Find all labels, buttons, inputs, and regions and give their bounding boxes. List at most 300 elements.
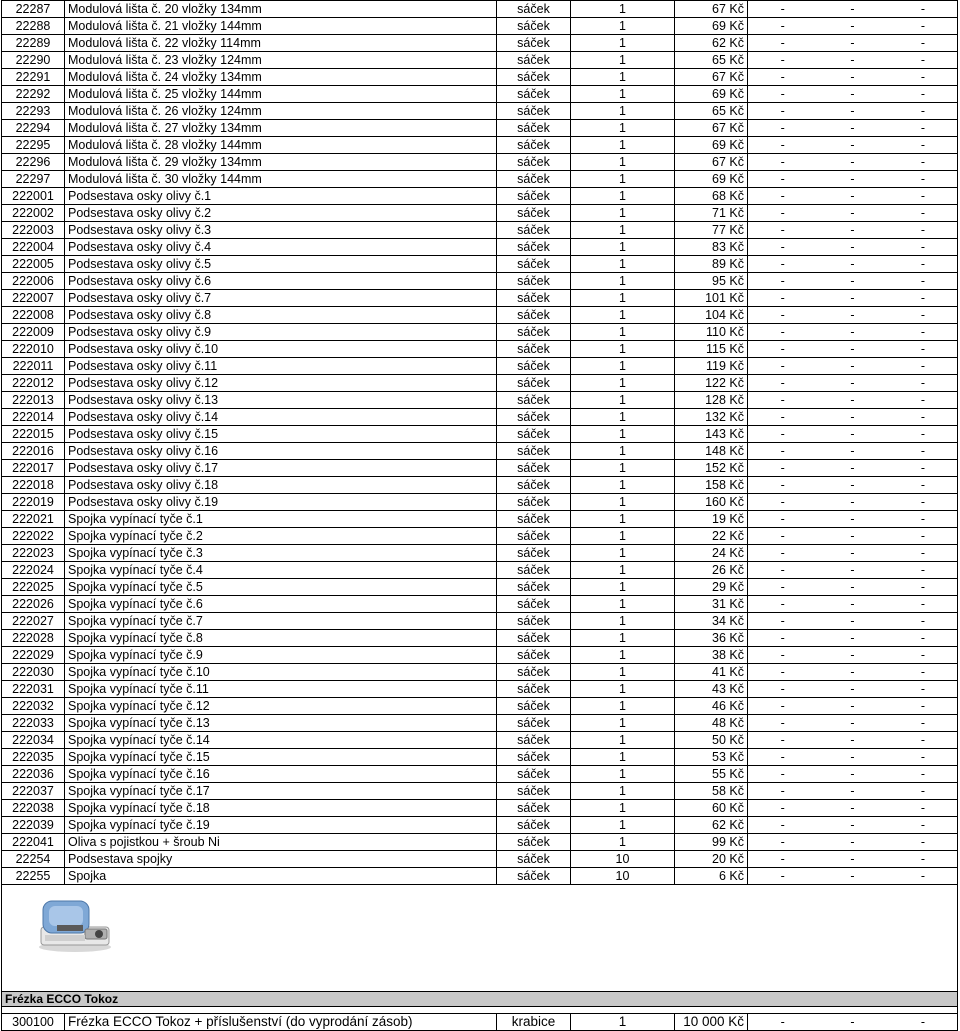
discount-cell: -	[818, 154, 888, 171]
unit-cell: sáček	[497, 443, 571, 460]
discount-cell: -	[888, 35, 958, 52]
unit-cell: sáček	[497, 698, 571, 715]
unit-cell: sáček	[497, 562, 571, 579]
price-cell	[675, 477, 748, 494]
discount-cell: -	[888, 188, 958, 205]
unit-cell: sáček	[497, 613, 571, 630]
discount-cell: -	[818, 222, 888, 239]
table-body	[2, 1, 958, 1031]
quantity-cell: 1	[571, 800, 675, 817]
discount-cell: -	[818, 426, 888, 443]
section-title: Frézka ECCO Tokoz	[2, 992, 958, 1007]
table-row	[2, 494, 958, 511]
discount-cell: -	[748, 188, 818, 205]
discount-cell: -	[748, 1, 818, 18]
discount-cell: -	[888, 834, 958, 851]
product-code-cell: 22292	[2, 86, 65, 103]
discount-cell: -	[818, 324, 888, 341]
product-code-cell: 222012	[2, 375, 65, 392]
unit-cell: sáček	[497, 783, 571, 800]
product-code-cell: 222023	[2, 545, 65, 562]
discount-cell: -	[888, 307, 958, 324]
product-code-cell: 22287	[2, 1, 65, 18]
unit-cell: sáček	[497, 579, 571, 596]
discount-cell: -	[888, 613, 958, 630]
price-cell	[675, 375, 748, 392]
discount-cell: -	[748, 86, 818, 103]
unit-cell: sáček	[497, 69, 571, 86]
discount-cell: -	[818, 18, 888, 35]
discount-cell: -	[748, 460, 818, 477]
table-row	[2, 171, 958, 188]
product-code-cell: 222006	[2, 273, 65, 290]
discount-cell: -	[888, 596, 958, 613]
product-code-cell: 222022	[2, 528, 65, 545]
price-cell	[675, 851, 748, 868]
quantity-cell: 1	[571, 715, 675, 732]
unit-cell: sáček	[497, 596, 571, 613]
price-value: 6 Kč	[718, 869, 744, 883]
discount-cell: -	[888, 494, 958, 511]
price-value: 71 Kč	[712, 206, 744, 220]
discount-cell: -	[748, 18, 818, 35]
unit-cell: sáček	[497, 1, 571, 18]
quantity-cell: 1	[571, 358, 675, 375]
discount-cell: -	[888, 851, 958, 868]
discount-cell: -	[748, 630, 818, 647]
discount-cell: -	[888, 647, 958, 664]
product-name-cell: Modulová lišta č. 28 vložky 144mm	[65, 137, 497, 154]
price-cell	[675, 86, 748, 103]
discount-cell: -	[818, 358, 888, 375]
price-value: 115 Kč	[706, 342, 744, 356]
product-code-cell: 222002	[2, 205, 65, 222]
discount-cell: -	[888, 698, 958, 715]
quantity-cell: 1	[571, 834, 675, 851]
discount-cell: -	[818, 664, 888, 681]
discount-cell: -	[748, 307, 818, 324]
product-name-cell: Podsestava osky olivy č.15	[65, 426, 497, 443]
price-value: 158 Kč	[705, 478, 744, 492]
discount-cell: -	[888, 341, 958, 358]
price-cell	[675, 35, 748, 52]
discount-cell: -	[818, 239, 888, 256]
product-code-cell: 222030	[2, 664, 65, 681]
price-value: 24 Kč	[712, 546, 744, 560]
unit-cell: sáček	[497, 426, 571, 443]
product-code-cell: 222035	[2, 749, 65, 766]
table-row	[2, 443, 958, 460]
unit-cell: sáček	[497, 477, 571, 494]
discount-cell: -	[818, 477, 888, 494]
unit-cell: sáček	[497, 511, 571, 528]
discount-cell: -	[888, 171, 958, 188]
discount-cell: -	[748, 545, 818, 562]
discount-cell: -	[818, 69, 888, 86]
unit-cell: sáček	[497, 732, 571, 749]
price-sheet	[1, 0, 959, 1031]
price-value: 38 Kč	[712, 648, 744, 662]
product-name-cell: Spojka vypínací tyče č.6	[65, 596, 497, 613]
unit-cell: sáček	[497, 528, 571, 545]
discount-cell: -	[748, 290, 818, 307]
discount-cell: -	[748, 205, 818, 222]
table-row	[2, 392, 958, 409]
price-value: 67 Kč	[712, 2, 744, 16]
table-row	[2, 1, 958, 18]
price-cell	[675, 256, 748, 273]
price-cell	[675, 324, 748, 341]
discount-cell: -	[888, 86, 958, 103]
table-row	[2, 137, 958, 154]
unit-cell: sáček	[497, 171, 571, 188]
price-value: 55 Kč	[712, 767, 744, 781]
price-cell	[675, 579, 748, 596]
discount-cell: -	[818, 698, 888, 715]
discount-cell: -	[818, 681, 888, 698]
price-cell	[675, 647, 748, 664]
price-cell	[675, 732, 748, 749]
discount-cell: -	[888, 239, 958, 256]
price-cell	[675, 171, 748, 188]
price-cell	[675, 681, 748, 698]
price-cell	[675, 868, 748, 885]
quantity-cell: 1	[571, 613, 675, 630]
discount-cell: -	[888, 18, 958, 35]
quantity-cell: 1	[571, 35, 675, 52]
price-cell	[675, 460, 748, 477]
discount-cell: -	[818, 834, 888, 851]
discount-cell: -	[888, 426, 958, 443]
discount-cell: -	[888, 579, 958, 596]
discount-cell: -	[888, 52, 958, 69]
discount-cell: -	[748, 579, 818, 596]
discount-cell: -	[748, 222, 818, 239]
product-name-cell: Modulová lišta č. 23 vložky 124mm	[65, 52, 497, 69]
price-cell	[675, 426, 748, 443]
price-value: 83 Kč	[712, 240, 744, 254]
discount-cell: -	[748, 698, 818, 715]
unit-cell: sáček	[497, 834, 571, 851]
price-cell	[675, 392, 748, 409]
discount-cell: -	[888, 1014, 958, 1031]
table-row	[2, 562, 958, 579]
unit-cell: sáček	[497, 664, 571, 681]
spacer-row	[2, 1007, 958, 1014]
product-code-cell: 222005	[2, 256, 65, 273]
table-row	[2, 647, 958, 664]
price-value: 152 Kč	[705, 461, 744, 475]
discount-cell: -	[748, 664, 818, 681]
discount-cell: -	[748, 358, 818, 375]
product-code-cell: 22288	[2, 18, 65, 35]
unit-cell: sáček	[497, 715, 571, 732]
unit-cell: sáček	[497, 460, 571, 477]
price-cell	[675, 613, 748, 630]
price-value: 69 Kč	[712, 19, 744, 33]
discount-cell: -	[818, 1, 888, 18]
discount-cell: -	[818, 120, 888, 137]
quantity-cell: 1	[571, 579, 675, 596]
image-row	[2, 885, 958, 992]
product-name-cell: Modulová lišta č. 24 vložky 134mm	[65, 69, 497, 86]
price-cell	[675, 239, 748, 256]
discount-cell: -	[748, 256, 818, 273]
discount-cell: -	[748, 171, 818, 188]
discount-cell: -	[888, 460, 958, 477]
discount-cell: -	[748, 749, 818, 766]
table-row	[2, 630, 958, 647]
unit-cell: sáček	[497, 205, 571, 222]
product-code-cell: 222033	[2, 715, 65, 732]
quantity-cell: 1	[571, 766, 675, 783]
product-name-cell: Spojka vypínací tyče č.9	[65, 647, 497, 664]
discount-cell: -	[748, 511, 818, 528]
quantity-cell: 1	[571, 222, 675, 239]
product-name-cell: Spojka vypínací tyče č.13	[65, 715, 497, 732]
discount-cell: -	[818, 1014, 888, 1031]
quantity-cell: 1	[571, 290, 675, 307]
product-code-cell: 22289	[2, 35, 65, 52]
product-name-cell: Spojka vypínací tyče č.12	[65, 698, 497, 715]
spacer-cell	[2, 1007, 958, 1014]
discount-cell: -	[748, 137, 818, 154]
discount-cell: -	[888, 443, 958, 460]
price-cell	[675, 69, 748, 86]
product-name-cell: Modulová lišta č. 29 vložky 134mm	[65, 154, 497, 171]
unit-cell: sáček	[497, 86, 571, 103]
discount-cell: -	[748, 443, 818, 460]
price-value: 43 Kč	[712, 682, 744, 696]
unit-cell: sáček	[497, 766, 571, 783]
product-name-cell: Podsestava osky olivy č.14	[65, 409, 497, 426]
table-row	[2, 1014, 958, 1031]
section-header-row	[2, 992, 958, 1007]
discount-cell: -	[818, 273, 888, 290]
product-code-cell: 222028	[2, 630, 65, 647]
price-value: 68 Kč	[712, 189, 744, 203]
discount-cell: -	[748, 341, 818, 358]
product-code-cell: 222004	[2, 239, 65, 256]
unit-cell: sáček	[497, 494, 571, 511]
product-name-cell: Modulová lišta č. 27 vložky 134mm	[65, 120, 497, 137]
price-cell	[675, 341, 748, 358]
table-row	[2, 511, 958, 528]
price-value: 62 Kč	[712, 818, 744, 832]
product-name-cell: Spojka vypínací tyče č.7	[65, 613, 497, 630]
discount-cell: -	[818, 103, 888, 120]
product-code-cell: 22296	[2, 154, 65, 171]
discount-cell: -	[818, 137, 888, 154]
price-cell	[675, 698, 748, 715]
quantity-cell: 1	[571, 52, 675, 69]
unit-cell: sáček	[497, 647, 571, 664]
price-table	[1, 0, 958, 1031]
product-code-cell: 222034	[2, 732, 65, 749]
unit-cell: sáček	[497, 239, 571, 256]
discount-cell: -	[748, 324, 818, 341]
quantity-cell: 1	[571, 375, 675, 392]
table-row	[2, 103, 958, 120]
table-row	[2, 69, 958, 86]
product-name-cell: Spojka vypínací tyče č.4	[65, 562, 497, 579]
product-code-cell: 222013	[2, 392, 65, 409]
product-name-cell: Spojka vypínací tyče č.10	[65, 664, 497, 681]
discount-cell: -	[748, 732, 818, 749]
unit-cell: sáček	[497, 851, 571, 868]
discount-cell: -	[888, 477, 958, 494]
product-name-cell: Podsestava osky olivy č.13	[65, 392, 497, 409]
table-row	[2, 596, 958, 613]
quantity-cell: 1	[571, 443, 675, 460]
unit-cell: sáček	[497, 290, 571, 307]
discount-cell: -	[748, 834, 818, 851]
discount-cell: -	[818, 732, 888, 749]
product-name-cell: Spojka vypínací tyče č.8	[65, 630, 497, 647]
table-row	[2, 851, 958, 868]
product-code-cell: 222016	[2, 443, 65, 460]
price-cell	[675, 766, 748, 783]
unit-cell: sáček	[497, 545, 571, 562]
price-cell	[675, 511, 748, 528]
product-name-cell: Oliva s pojistkou + šroub Ni	[65, 834, 497, 851]
product-code-cell: 22291	[2, 69, 65, 86]
table-row	[2, 86, 958, 103]
discount-cell: -	[818, 562, 888, 579]
discount-cell: -	[748, 426, 818, 443]
price-value: 41 Kč	[712, 665, 744, 679]
price-cell	[675, 715, 748, 732]
product-code-cell: 222029	[2, 647, 65, 664]
product-name-cell: Spojka vypínací tyče č.1	[65, 511, 497, 528]
table-row	[2, 664, 958, 681]
discount-cell: -	[748, 562, 818, 579]
table-row	[2, 698, 958, 715]
discount-cell: -	[818, 715, 888, 732]
discount-cell: -	[818, 375, 888, 392]
discount-cell: -	[888, 868, 958, 885]
discount-cell: -	[888, 528, 958, 545]
product-code-cell: 222008	[2, 307, 65, 324]
table-row	[2, 307, 958, 324]
table-row	[2, 681, 958, 698]
product-name-cell: Modulová lišta č. 26 vložky 124mm	[65, 103, 497, 120]
product-name-cell: Podsestava osky olivy č.19	[65, 494, 497, 511]
price-cell	[675, 545, 748, 562]
unit-cell: sáček	[497, 103, 571, 120]
product-code-cell: 222038	[2, 800, 65, 817]
discount-cell: -	[888, 783, 958, 800]
price-cell	[675, 749, 748, 766]
discount-cell: -	[748, 120, 818, 137]
price-value: 58 Kč	[712, 784, 744, 798]
discount-cell: -	[888, 681, 958, 698]
price-cell	[675, 1014, 748, 1031]
quantity-cell: 1	[571, 188, 675, 205]
price-value: 50 Kč	[712, 733, 744, 747]
price-value: 46 Kč	[712, 699, 744, 713]
discount-cell: -	[818, 528, 888, 545]
discount-cell: -	[888, 766, 958, 783]
product-name-cell: Spojka	[65, 868, 497, 885]
price-cell	[675, 290, 748, 307]
discount-cell: -	[818, 171, 888, 188]
product-code-cell: 222018	[2, 477, 65, 494]
unit-cell: krabice	[497, 1014, 571, 1031]
discount-cell: -	[888, 800, 958, 817]
quantity-cell: 1	[571, 137, 675, 154]
table-row	[2, 868, 958, 885]
unit-cell: sáček	[497, 256, 571, 273]
discount-cell: -	[818, 579, 888, 596]
discount-cell: -	[818, 800, 888, 817]
milling-machine-icon	[35, 895, 115, 955]
price-cell	[675, 817, 748, 834]
quantity-cell: 1	[571, 783, 675, 800]
price-value: 101 Kč	[705, 291, 744, 305]
quantity-cell: 1	[571, 171, 675, 188]
discount-cell: -	[818, 647, 888, 664]
quantity-cell: 1	[571, 732, 675, 749]
product-name-cell: Podsestava osky olivy č.10	[65, 341, 497, 358]
table-row	[2, 52, 958, 69]
discount-cell: -	[888, 732, 958, 749]
table-row	[2, 834, 958, 851]
product-name-cell: Modulová lišta č. 22 vložky 114mm	[65, 35, 497, 52]
quantity-cell: 1	[571, 120, 675, 137]
price-value: 20 Kč	[712, 852, 744, 866]
product-name-cell: Podsestava osky olivy č.8	[65, 307, 497, 324]
discount-cell: -	[748, 35, 818, 52]
unit-cell: sáček	[497, 324, 571, 341]
quantity-cell: 1	[571, 103, 675, 120]
price-cell	[675, 630, 748, 647]
product-name-cell: Frézka ECCO Tokoz + příslušenství (do vyprodání zásob)	[65, 1014, 497, 1031]
table-row	[2, 749, 958, 766]
discount-cell: -	[748, 477, 818, 494]
table-row	[2, 613, 958, 630]
product-name-cell: Spojka vypínací tyče č.16	[65, 766, 497, 783]
price-value: 10 000 Kč	[683, 1014, 744, 1029]
discount-cell: -	[818, 766, 888, 783]
price-cell	[675, 494, 748, 511]
discount-cell: -	[888, 715, 958, 732]
product-code-cell: 222039	[2, 817, 65, 834]
discount-cell: -	[748, 817, 818, 834]
price-value: 67 Kč	[712, 121, 744, 135]
discount-cell: -	[818, 341, 888, 358]
price-value: 22 Kč	[712, 529, 744, 543]
discount-cell: -	[818, 35, 888, 52]
quantity-cell: 1	[571, 749, 675, 766]
product-name-cell: Podsestava osky olivy č.17	[65, 460, 497, 477]
discount-cell: -	[888, 511, 958, 528]
product-code-cell: 222007	[2, 290, 65, 307]
table-row	[2, 341, 958, 358]
quantity-cell: 10	[571, 868, 675, 885]
unit-cell: sáček	[497, 188, 571, 205]
discount-cell: -	[818, 52, 888, 69]
discount-cell: -	[818, 392, 888, 409]
quantity-cell: 1	[571, 341, 675, 358]
price-value: 89 Kč	[712, 257, 744, 271]
product-name-cell: Podsestava osky olivy č.18	[65, 477, 497, 494]
discount-cell: -	[748, 868, 818, 885]
unit-cell: sáček	[497, 18, 571, 35]
product-name-cell: Podsestava spojky	[65, 851, 497, 868]
quantity-cell: 1	[571, 494, 675, 511]
discount-cell: -	[748, 375, 818, 392]
